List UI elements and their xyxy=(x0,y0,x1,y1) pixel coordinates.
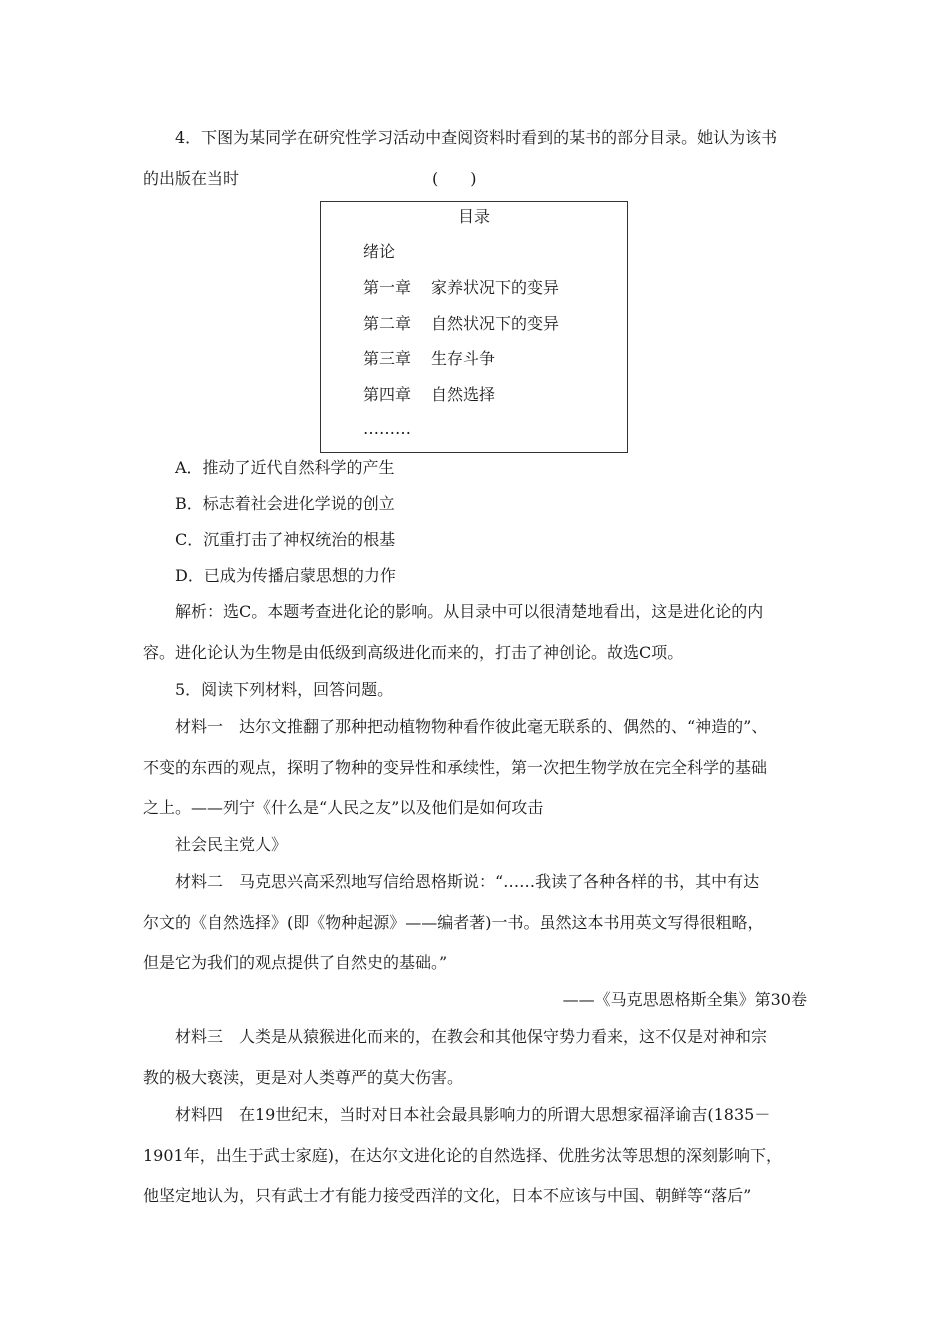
option-b: B．标志着社会进化学说的创立 xyxy=(175,494,395,513)
option-a: A．推动了近代自然科学的产生 xyxy=(175,458,395,477)
q5-intro: 5．阅读下列材料，回答问题。 xyxy=(175,680,394,699)
toc-item xyxy=(363,418,431,440)
material-1-line-1: 材料一 达尔文推翻了那种把动植物物种看作彼此毫无联系的、偶然的、“神造的”、 xyxy=(175,717,768,736)
toc-item xyxy=(363,241,431,263)
toc-chapter-name: 家养状况下的变异 xyxy=(431,278,560,297)
material-2-line-1: 材料二 马克思兴高采烈地写信给恩格斯说：“……我读了各种各样的书，其中有达 xyxy=(175,872,760,891)
analysis-line-2: 容。进化论认为生物是由低级到高级进化而来的，打击了神创论。故选C项。 xyxy=(143,643,684,662)
toc-item xyxy=(363,313,559,335)
material-2-line-3: 但是它为我们的观点提供了自然史的基础。” xyxy=(143,953,448,972)
material-2-source: ——《马克思恩格斯全集》第30卷 xyxy=(562,990,807,1009)
q4-line-1: 4．下图为某同学在研究性学习活动中查阅资料时看到的某书的部分目录。她认为该书 xyxy=(175,128,778,147)
toc-chapter: 第二章 xyxy=(363,314,412,333)
toc-chapter-name: 自然状况下的变异 xyxy=(431,314,560,333)
material-3-line-2: 教的极大亵渎，更是对人类尊严的莫大伤害。 xyxy=(143,1068,464,1087)
toc-title: 目录 xyxy=(457,207,490,226)
material-4-line-3: 他坚定地认为，只有武士才有能力接受西洋的文化，日本不应该与中国、朝鲜等“落后” xyxy=(143,1186,752,1205)
toc-item xyxy=(363,348,495,370)
toc-item xyxy=(363,277,559,299)
toc-chapter: 第三章 xyxy=(363,349,412,368)
material-1-line-4: 社会民主党人》 xyxy=(175,835,288,854)
toc-chapter-name: 自然选择 xyxy=(431,385,496,404)
q4-line-2: 的出版在当时 xyxy=(143,169,240,188)
material-1-line-3: 之上。——列宁《什么是“人民之友”以及他们是如何攻击 xyxy=(143,798,544,817)
toc-chapter-name: 生存斗争 xyxy=(431,349,496,368)
material-4-line-1: 材料四 在19世纪末，当时对日本社会最具影响力的所谓大思想家福泽谕吉(1835－ xyxy=(175,1105,771,1124)
toc-chapter: 第四章 xyxy=(363,385,412,404)
material-3-line-1: 材料三 人类是从猿猴进化而来的，在教会和其他保守势力看来，这不仅是对神和宗 xyxy=(175,1027,768,1046)
option-c: C．沉重打击了神权统治的根基 xyxy=(175,530,396,549)
toc-box xyxy=(320,201,628,453)
toc-item xyxy=(363,384,495,406)
analysis-line-1: 解析：选C。本题考查进化论的影响。从目录中可以很清楚地看出，这是进化论的内 xyxy=(175,602,764,621)
option-d: D．已成为传播启蒙思想的力作 xyxy=(175,566,396,585)
toc-chapter: ……… xyxy=(363,419,411,438)
material-1-line-2: 不变的东西的观点，探明了物种的变异性和承续性，第一次把生物学放在完全科学的基础 xyxy=(143,758,768,777)
material-4-line-2: 1901年，出生于武士家庭)，在达尔文进化论的自然选择、优胜劣汰等思想的深刻影响下， xyxy=(143,1146,782,1165)
toc-chapter: 绪论 xyxy=(363,242,396,261)
q4-answer-blank: ( ) xyxy=(432,169,477,188)
material-2-line-2: 尔文的《自然选择》(即《物种起源》——编者著)一书。虽然这本书用英文写得很粗略， xyxy=(143,913,764,932)
toc-chapter: 第一章 xyxy=(363,278,412,297)
